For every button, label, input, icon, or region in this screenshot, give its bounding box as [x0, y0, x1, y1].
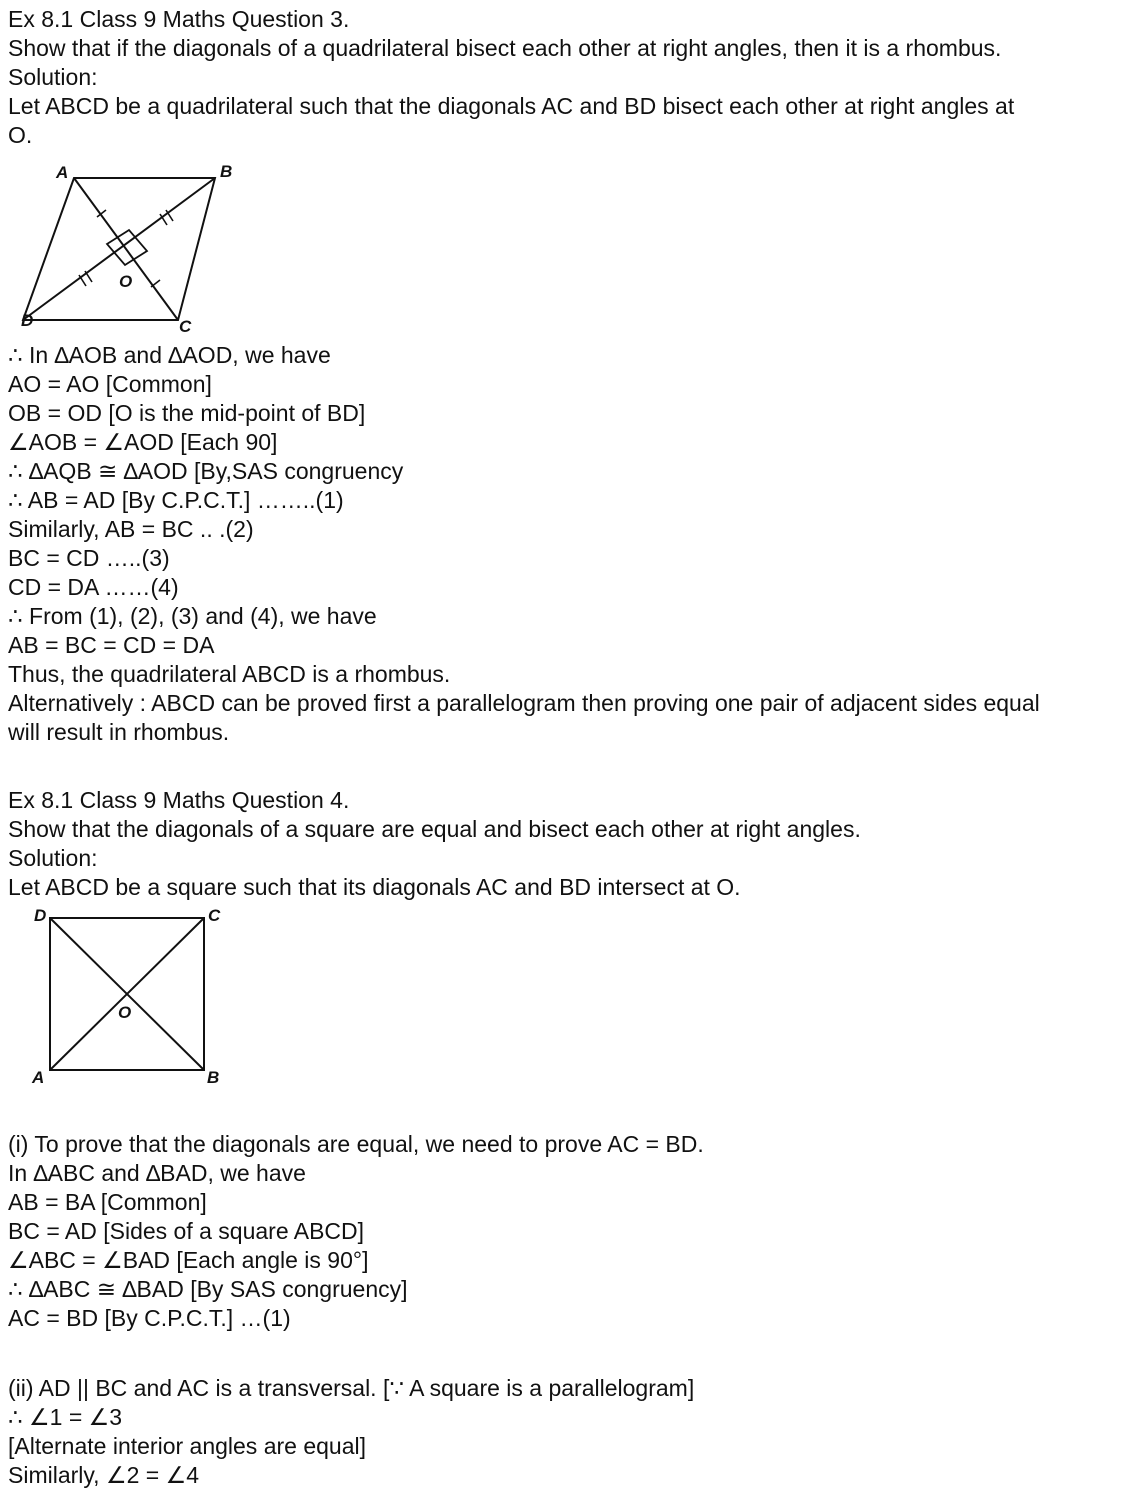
q3-step-2: AO = AO [Common]	[8, 371, 212, 397]
q4-part1-line-6: ∴ ∆ABC ≅ ∆BAD [By SAS congruency]	[8, 1276, 408, 1302]
q4-title: Ex 8.1 Class 9 Maths Question 4.	[8, 787, 350, 813]
q4-part1-line-7: AC = BD [By C.P.C.T.] …(1)	[8, 1305, 291, 1331]
q4-part1-line-3: AB = BA [Common]	[8, 1189, 207, 1215]
q4-part2-line-2: ∴ ∠1 = ∠3	[8, 1404, 123, 1430]
label-b: B	[207, 1068, 220, 1087]
diagonal-bd	[23, 178, 215, 320]
label-a: A	[32, 1068, 45, 1087]
label-d: D	[34, 906, 47, 925]
label-d: D	[21, 311, 34, 330]
q3-step-9: CD = DA ……(4)	[8, 574, 179, 600]
q4-part1-line-5: ∠ABC = ∠BAD [Each angle is 90°]	[8, 1247, 369, 1273]
q4-part2-line-4: Similarly, ∠2 = ∠4	[8, 1462, 199, 1488]
q4-solution-label: Solution:	[8, 845, 98, 871]
rhombus-diagram	[18, 158, 238, 338]
label-c: C	[208, 906, 221, 925]
q3-step-13: Alternatively : ABCD can be proved first a parallelogram then proving one pair of adjacent sides equal	[8, 690, 1040, 716]
square-figure	[26, 903, 236, 1093]
label-a: A	[56, 163, 69, 182]
q4-part1-line-4: BC = AD [Sides of a square ABCD]	[8, 1218, 365, 1244]
q3-intro-line-2: O.	[8, 122, 33, 148]
label-o: O	[118, 1003, 132, 1022]
q3-step-10: ∴ From (1), (2), (3) and (4), we have	[8, 603, 377, 629]
q3-step-12: Thus, the quadrilateral ABCD is a rhombus.	[8, 661, 451, 687]
q3-step-8: BC = CD …..(3)	[8, 545, 170, 571]
q4-part2-line-3: [Alternate interior angles are equal]	[8, 1433, 366, 1459]
q3-step-3: OB = OD [O is the mid-point of BD]	[8, 400, 366, 426]
q3-step-6: ∴ AB = AD [By C.P.C.T.] ……..(1)	[8, 487, 344, 513]
q3-question: Show that if the diagonals of a quadrilateral bisect each other at right angles, then it is a rhombus.	[8, 35, 1002, 61]
q4-part1-line-1: (i) To prove that the diagonals are equal, we need to prove AC = BD.	[8, 1131, 704, 1157]
q4-intro: Let ABCD be a square such that its diagonals AC and BD intersect at O.	[8, 874, 741, 900]
q3-solution-label: Solution:	[8, 64, 98, 90]
right-angle-marker	[107, 230, 147, 265]
q4-part2-line-1: (ii) AD || BC and AC is a transversal. [∵ A square is a parallelogram]	[8, 1375, 695, 1401]
label-o: O	[119, 272, 133, 291]
rhombus-figure	[18, 158, 238, 338]
q3-step-5: ∴ ∆AQB ≅ ∆AOD [By,SAS congruency	[8, 458, 404, 484]
q4-part1-line-2: In ∆ABC and ∆BAD, we have	[8, 1160, 306, 1186]
label-b: B	[220, 162, 233, 181]
q3-title: Ex 8.1 Class 9 Maths Question 3.	[8, 6, 350, 32]
q3-intro-line-1: Let ABCD be a quadrilateral such that the diagonals AC and BD bisect each other at right angles at	[8, 93, 1015, 119]
q3-step-7: Similarly, AB = BC .. .(2)	[8, 516, 254, 542]
label-c: C	[179, 317, 192, 336]
q3-step-4: ∠AOB = ∠AOD [Each 90]	[8, 429, 278, 455]
q3-step-11: AB = BC = CD = DA	[8, 632, 215, 658]
q3-step-14: will result in rhombus.	[8, 719, 230, 745]
diagonal-ac	[74, 178, 178, 320]
q4-question: Show that the diagonals of a square are equal and bisect each other at right angles.	[8, 816, 861, 842]
q3-step-1: ∴ In ∆AOB and ∆AOD, we have	[8, 342, 331, 368]
square-diagram	[26, 903, 236, 1093]
